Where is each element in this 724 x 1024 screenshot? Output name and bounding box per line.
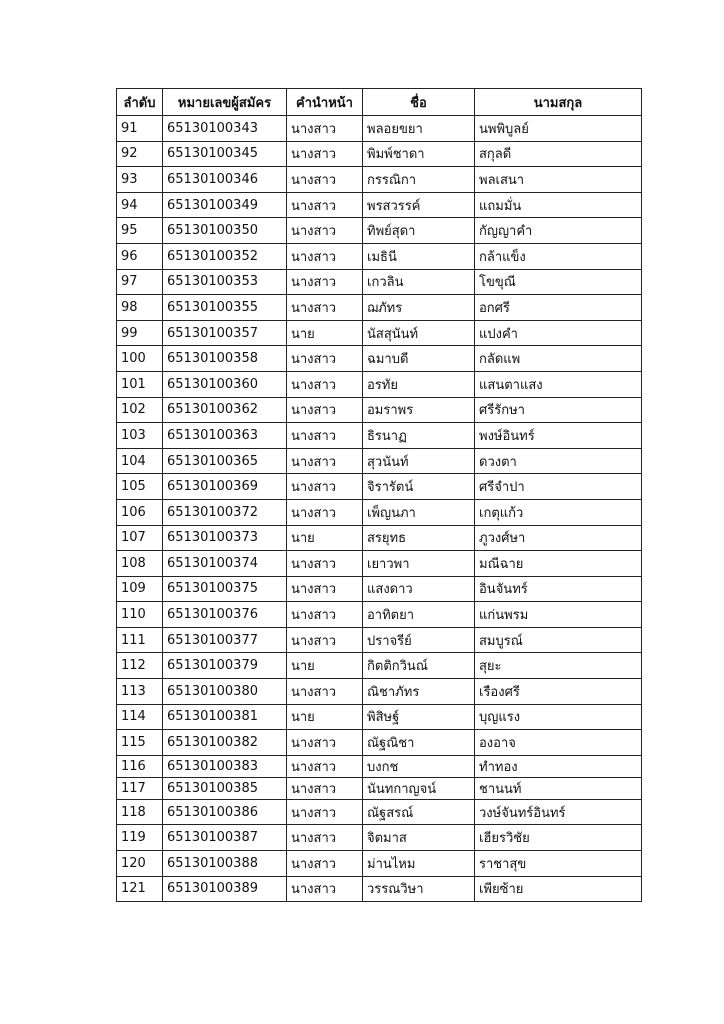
cell-applicant-id: 65130100388 — [163, 851, 287, 877]
cell-order: 91 — [117, 116, 163, 142]
cell-last-name: ภูวงศ์ษา — [475, 525, 642, 551]
cell-applicant-id: 65130100355 — [163, 295, 287, 321]
table-row — [117, 192, 642, 218]
cell-last-name: อินจันทร์ — [475, 576, 642, 602]
cell-title: นางสาว — [287, 448, 363, 474]
cell-first-name: ม่านไหม — [363, 851, 475, 877]
cell-first-name: ปราจรีย์ — [363, 627, 475, 653]
cell-order: 97 — [117, 269, 163, 295]
table-row — [117, 116, 642, 142]
table-row — [117, 423, 642, 449]
cell-last-name: อกศรี — [475, 295, 642, 321]
cell-last-name: ชานนท์ — [475, 777, 642, 799]
cell-first-name: สรยุทธ — [363, 525, 475, 551]
cell-title: นางสาว — [287, 602, 363, 628]
cell-order: 108 — [117, 551, 163, 577]
cell-order: 102 — [117, 397, 163, 423]
cell-last-name: โขขุณี — [475, 269, 642, 295]
cell-applicant-id: 65130100343 — [163, 116, 287, 142]
table-row — [117, 825, 642, 851]
cell-applicant-id: 65130100365 — [163, 448, 287, 474]
cell-title: นางสาว — [287, 192, 363, 218]
header-row — [117, 89, 642, 116]
cell-order: 100 — [117, 346, 163, 372]
cell-applicant-id: 65130100386 — [163, 799, 287, 825]
header-applicant-id: หมายเลขผู้สมัคร — [163, 89, 287, 116]
cell-last-name: นพพิบูลย์ — [475, 116, 642, 142]
applicant-table — [116, 88, 642, 902]
cell-last-name: สุยะ — [475, 653, 642, 679]
cell-first-name: แสงดาว — [363, 576, 475, 602]
table-row — [117, 243, 642, 269]
cell-order: 116 — [117, 755, 163, 777]
cell-first-name: จิตมาส — [363, 825, 475, 851]
table-row — [117, 167, 642, 193]
cell-first-name: ธิรนาฏ — [363, 423, 475, 449]
cell-first-name: กรรณิกา — [363, 167, 475, 193]
table-row — [117, 851, 642, 877]
cell-first-name: เยาวพา — [363, 551, 475, 577]
cell-first-name: ณัฐสรณ์ — [363, 799, 475, 825]
cell-order: 94 — [117, 192, 163, 218]
table-row — [117, 627, 642, 653]
cell-order: 92 — [117, 141, 163, 167]
cell-applicant-id: 65130100358 — [163, 346, 287, 372]
cell-first-name: นันทกาญจน์ — [363, 777, 475, 799]
cell-title: นางสาว — [287, 627, 363, 653]
cell-order: 111 — [117, 627, 163, 653]
cell-first-name: จิรารัตน์ — [363, 474, 475, 500]
cell-first-name: สุวนันท์ — [363, 448, 475, 474]
cell-order: 119 — [117, 825, 163, 851]
cell-title: นางสาว — [287, 243, 363, 269]
cell-last-name: วงษ์จันทร์อินทร์ — [475, 799, 642, 825]
cell-last-name: กลัดแพ — [475, 346, 642, 372]
cell-last-name: ศรีรักษา — [475, 397, 642, 423]
table-row — [117, 269, 642, 295]
cell-applicant-id: 65130100363 — [163, 423, 287, 449]
cell-first-name: ณิชาภัทร — [363, 679, 475, 705]
cell-first-name: กิตติกวินณ์ — [363, 653, 475, 679]
cell-title: นางสาว — [287, 799, 363, 825]
cell-last-name: แก่นพรม — [475, 602, 642, 628]
cell-title: นาย — [287, 525, 363, 551]
cell-applicant-id: 65130100362 — [163, 397, 287, 423]
cell-order: 113 — [117, 679, 163, 705]
table-row — [117, 602, 642, 628]
cell-last-name: ทำทอง — [475, 755, 642, 777]
cell-title: นางสาว — [287, 777, 363, 799]
cell-order: 96 — [117, 243, 163, 269]
cell-title: นาย — [287, 704, 363, 730]
table-row — [117, 448, 642, 474]
cell-first-name: พิสิษฐ์ — [363, 704, 475, 730]
cell-applicant-id: 65130100345 — [163, 141, 287, 167]
cell-last-name: องอาจ — [475, 730, 642, 756]
table-row — [117, 141, 642, 167]
cell-first-name: เมธินี — [363, 243, 475, 269]
cell-applicant-id: 65130100369 — [163, 474, 287, 500]
cell-last-name: แปงคำ — [475, 320, 642, 346]
cell-first-name: พรสวรรค์ — [363, 192, 475, 218]
cell-order: 118 — [117, 799, 163, 825]
table-row — [117, 876, 642, 902]
cell-first-name: พิมพ์ชาดา — [363, 141, 475, 167]
cell-order: 115 — [117, 730, 163, 756]
cell-applicant-id: 65130100382 — [163, 730, 287, 756]
cell-last-name: สมบูรณ์ — [475, 627, 642, 653]
cell-title: นางสาว — [287, 499, 363, 525]
cell-title: นางสาว — [287, 876, 363, 902]
cell-first-name: อมราพร — [363, 397, 475, 423]
table-body — [117, 116, 642, 902]
cell-title: นางสาว — [287, 474, 363, 500]
cell-title: นางสาว — [287, 730, 363, 756]
cell-applicant-id: 65130100360 — [163, 371, 287, 397]
cell-title: นางสาว — [287, 371, 363, 397]
cell-first-name: ฌภัทร — [363, 295, 475, 321]
cell-first-name: วรรณวิษา — [363, 876, 475, 902]
table-row — [117, 777, 642, 799]
cell-last-name: ราชาสุข — [475, 851, 642, 877]
cell-last-name: สกุลดี — [475, 141, 642, 167]
cell-first-name: อรทัย — [363, 371, 475, 397]
cell-order: 101 — [117, 371, 163, 397]
cell-applicant-id: 65130100387 — [163, 825, 287, 851]
table-row — [117, 499, 642, 525]
cell-first-name: เพ็ญนภา — [363, 499, 475, 525]
cell-last-name: ดวงตา — [475, 448, 642, 474]
cell-title: นางสาว — [287, 116, 363, 142]
cell-applicant-id: 65130100350 — [163, 218, 287, 244]
table-row — [117, 320, 642, 346]
table-row — [117, 576, 642, 602]
cell-title: นางสาว — [287, 551, 363, 577]
table-row — [117, 346, 642, 372]
cell-title: นาย — [287, 653, 363, 679]
cell-last-name: กัญญาคำ — [475, 218, 642, 244]
cell-last-name: กล้าแข็ง — [475, 243, 642, 269]
cell-order: 112 — [117, 653, 163, 679]
cell-applicant-id: 65130100372 — [163, 499, 287, 525]
cell-applicant-id: 65130100353 — [163, 269, 287, 295]
cell-first-name: เกวลิน — [363, 269, 475, 295]
cell-last-name: แสนตาแสง — [475, 371, 642, 397]
cell-last-name: เกตุแก้ว — [475, 499, 642, 525]
cell-applicant-id: 65130100357 — [163, 320, 287, 346]
cell-order: 105 — [117, 474, 163, 500]
cell-last-name: มณีฉาย — [475, 551, 642, 577]
cell-title: นางสาว — [287, 269, 363, 295]
cell-title: นางสาว — [287, 755, 363, 777]
cell-order: 103 — [117, 423, 163, 449]
cell-first-name: ฉมาบดี — [363, 346, 475, 372]
cell-order: 110 — [117, 602, 163, 628]
cell-applicant-id: 65130100385 — [163, 777, 287, 799]
cell-applicant-id: 65130100376 — [163, 602, 287, 628]
table-row — [117, 474, 642, 500]
cell-last-name: ศรีจำปา — [475, 474, 642, 500]
cell-applicant-id: 65130100374 — [163, 551, 287, 577]
cell-applicant-id: 65130100380 — [163, 679, 287, 705]
cell-title: นาย — [287, 320, 363, 346]
cell-title: นางสาว — [287, 851, 363, 877]
table-row — [117, 551, 642, 577]
cell-applicant-id: 65130100379 — [163, 653, 287, 679]
cell-title: นางสาว — [287, 167, 363, 193]
cell-first-name: ทิพย์สุดา — [363, 218, 475, 244]
cell-first-name: บงกช — [363, 755, 475, 777]
header-first-name: ชื่อ — [363, 89, 475, 116]
cell-title: นางสาว — [287, 423, 363, 449]
cell-applicant-id: 65130100349 — [163, 192, 287, 218]
cell-applicant-id: 65130100389 — [163, 876, 287, 902]
cell-last-name: เฮียรวิชัย — [475, 825, 642, 851]
cell-first-name: อาทิตยา — [363, 602, 475, 628]
cell-order: 114 — [117, 704, 163, 730]
header-order: ลำดับ — [117, 89, 163, 116]
table-row — [117, 525, 642, 551]
cell-title: นางสาว — [287, 397, 363, 423]
cell-last-name: เรืองศรี — [475, 679, 642, 705]
cell-order: 98 — [117, 295, 163, 321]
cell-applicant-id: 65130100381 — [163, 704, 287, 730]
cell-first-name: พลอยขยา — [363, 116, 475, 142]
table-row — [117, 730, 642, 756]
cell-applicant-id: 65130100377 — [163, 627, 287, 653]
cell-first-name: นัสสุนันท์ — [363, 320, 475, 346]
cell-order: 109 — [117, 576, 163, 602]
table-row — [117, 799, 642, 825]
cell-last-name: แถมมั่น — [475, 192, 642, 218]
cell-order: 107 — [117, 525, 163, 551]
table-row — [117, 397, 642, 423]
cell-title: นางสาว — [287, 295, 363, 321]
cell-title: นางสาว — [287, 141, 363, 167]
cell-order: 106 — [117, 499, 163, 525]
table-row — [117, 653, 642, 679]
cell-last-name: พลเสนา — [475, 167, 642, 193]
cell-applicant-id: 65130100383 — [163, 755, 287, 777]
table-row — [117, 295, 642, 321]
cell-order: 121 — [117, 876, 163, 902]
table-row — [117, 218, 642, 244]
table-row — [117, 679, 642, 705]
cell-first-name: ณัฐณิชา — [363, 730, 475, 756]
cell-title: นางสาว — [287, 825, 363, 851]
cell-applicant-id: 65130100346 — [163, 167, 287, 193]
cell-applicant-id: 65130100352 — [163, 243, 287, 269]
cell-order: 99 — [117, 320, 163, 346]
table-row — [117, 704, 642, 730]
cell-order: 104 — [117, 448, 163, 474]
cell-order: 120 — [117, 851, 163, 877]
header-last-name: นามสกุล — [475, 89, 642, 116]
cell-title: นางสาว — [287, 576, 363, 602]
header-title: คำนำหน้า — [287, 89, 363, 116]
cell-title: นางสาว — [287, 218, 363, 244]
cell-order: 95 — [117, 218, 163, 244]
cell-last-name: บุญแรง — [475, 704, 642, 730]
cell-last-name: พงษ์อินทร์ — [475, 423, 642, 449]
cell-title: นางสาว — [287, 679, 363, 705]
cell-applicant-id: 65130100373 — [163, 525, 287, 551]
cell-order: 117 — [117, 777, 163, 799]
cell-order: 93 — [117, 167, 163, 193]
cell-applicant-id: 65130100375 — [163, 576, 287, 602]
table-row — [117, 755, 642, 777]
cell-title: นางสาว — [287, 346, 363, 372]
table-row — [117, 371, 642, 397]
cell-last-name: เพียซ้าย — [475, 876, 642, 902]
